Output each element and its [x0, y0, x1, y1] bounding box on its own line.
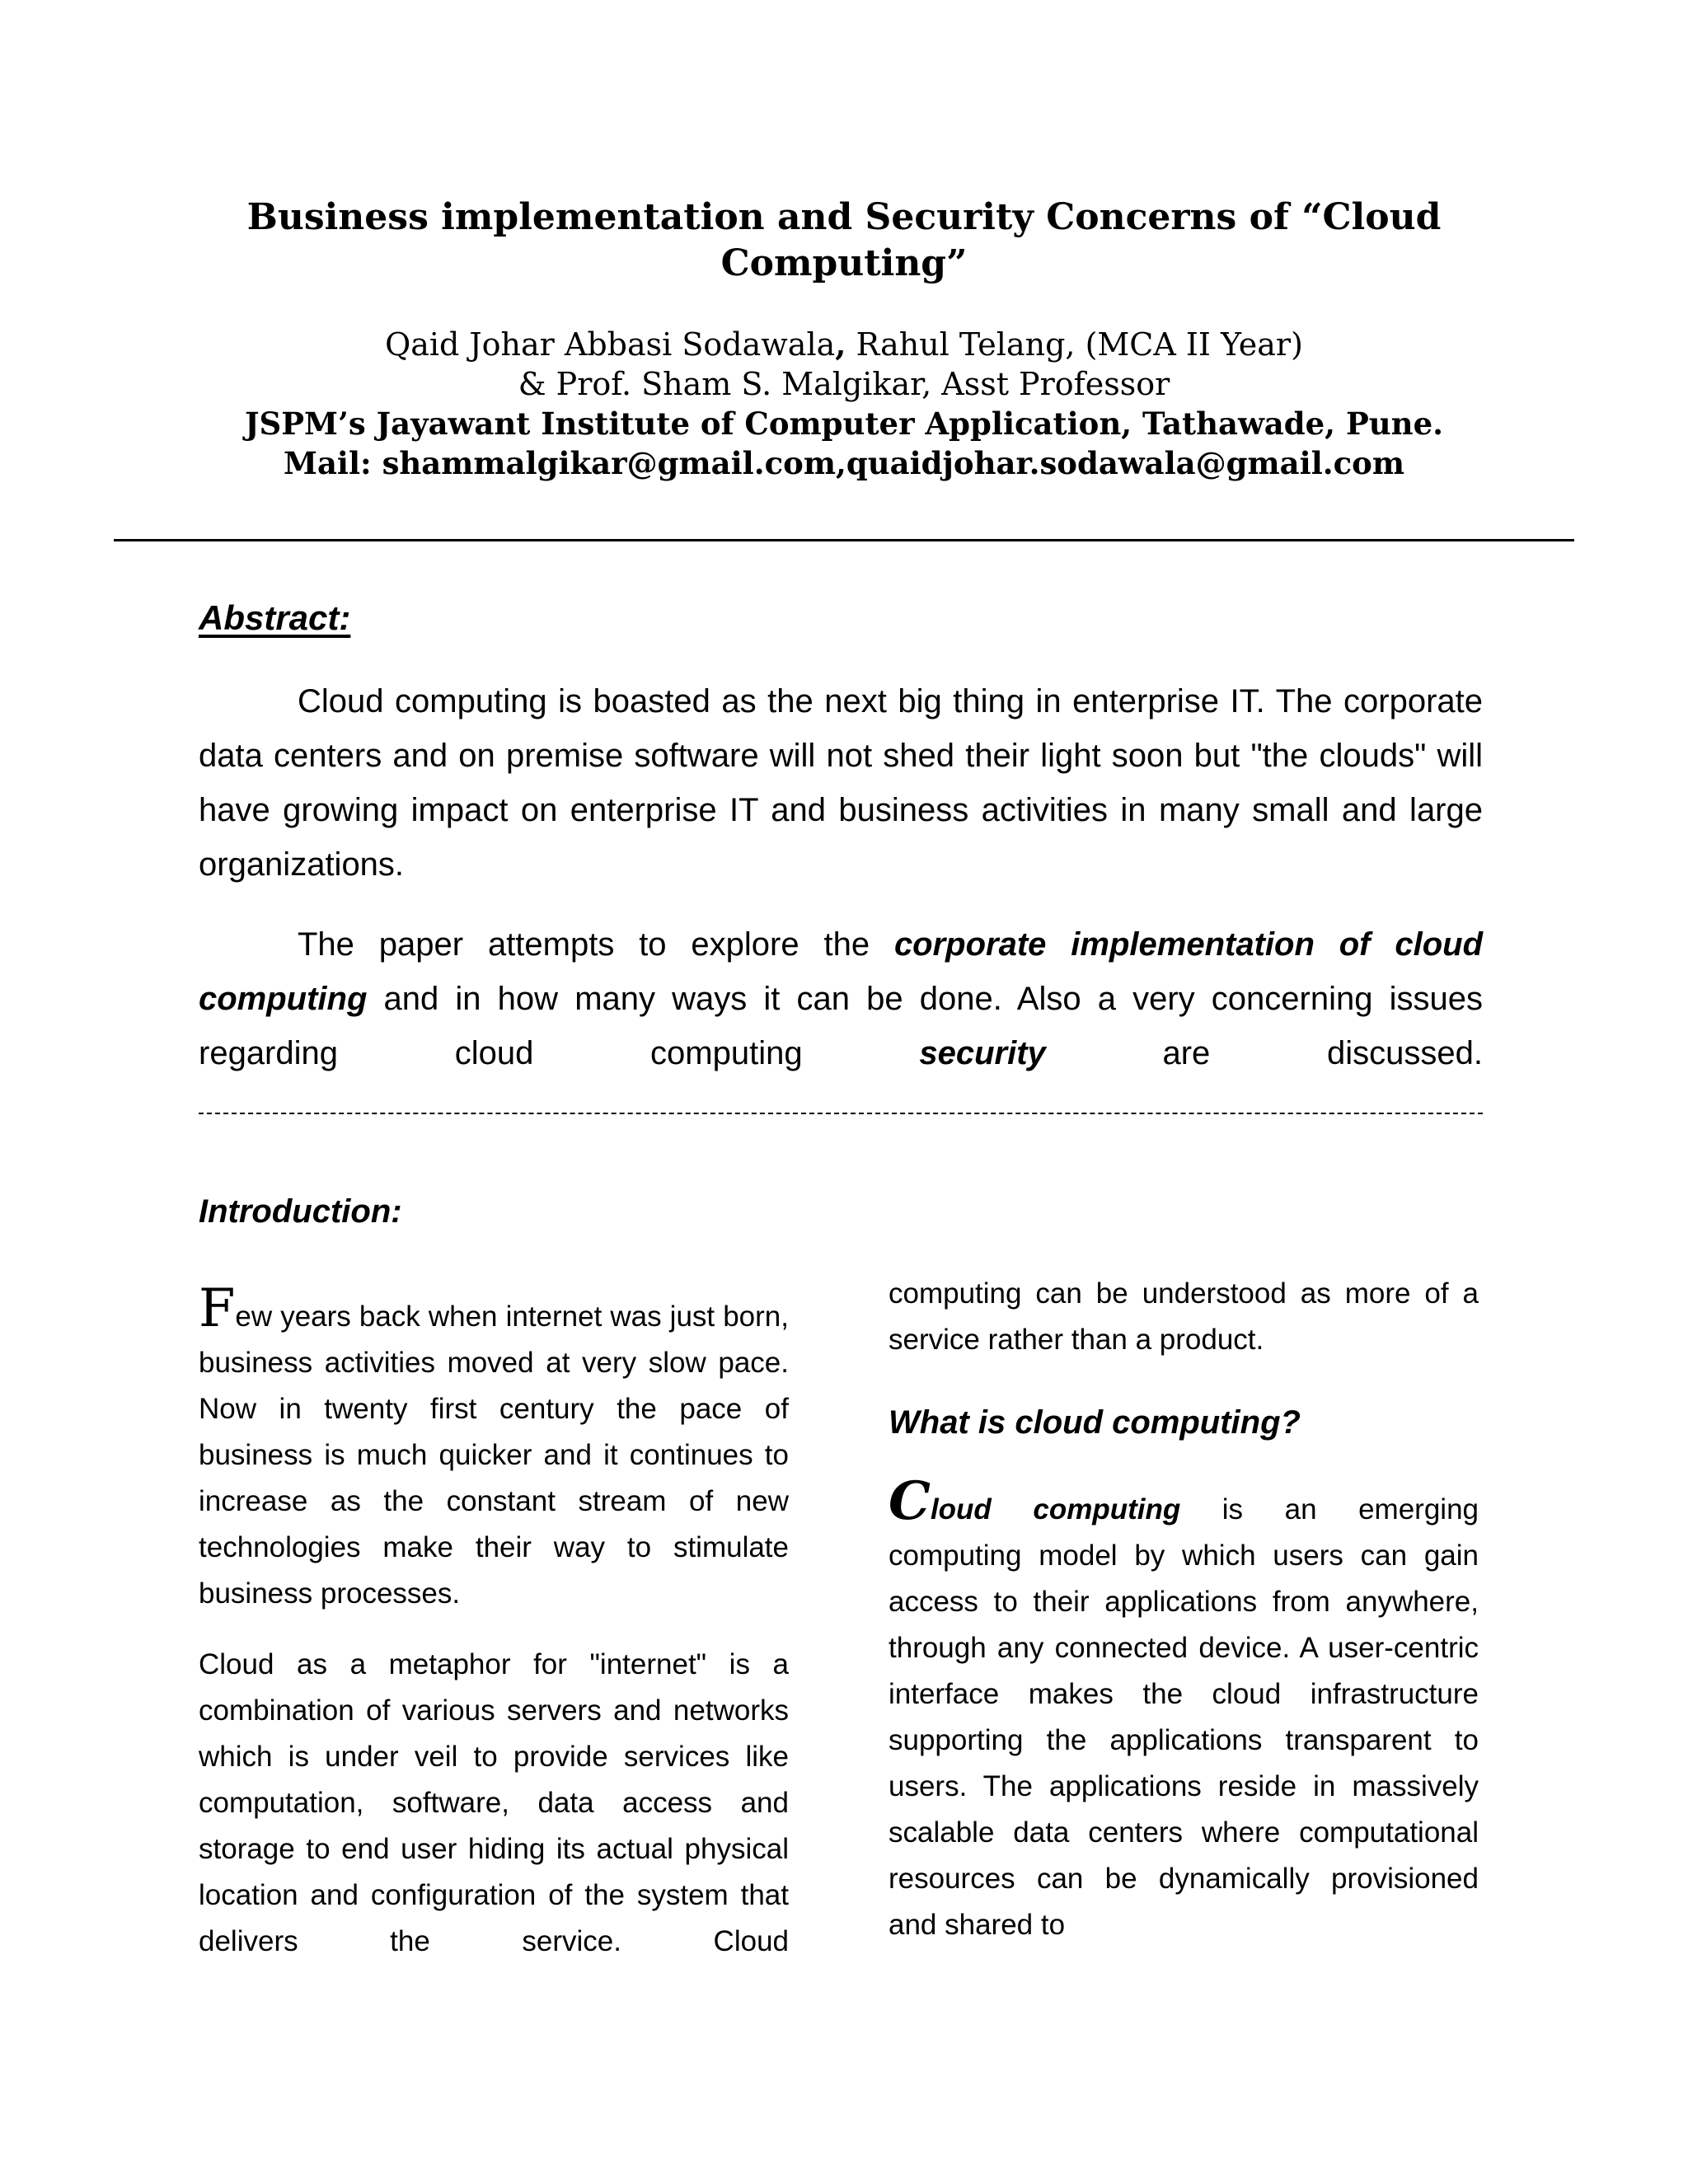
author-mail: Mail: shammalgikar@gmail.com,quaidjohar.sodawala@gmail.com — [283, 445, 1405, 481]
author-names-rest: Rahul Telang, (MCA II Year) — [846, 326, 1303, 363]
author-names: Qaid Johar Abbasi Sodawala — [385, 326, 836, 363]
section-divider — [199, 1113, 1483, 1114]
what-is-dropcap: C — [889, 1470, 931, 1532]
introduction-heading: Introduction: — [199, 1193, 402, 1230]
intro-dropcap: F — [199, 1278, 236, 1339]
abstract-p2-emphasis-1: corporate implementation of cloud computing — [199, 926, 1483, 1017]
column-right — [889, 1271, 1479, 1948]
intro-p1-text: ew years back when internet was just born, business activities moved at very slow pace. Now in twenty first century the pace of business is much quicker and it continues to increase as the constant stream of new technologies make their way to stimulate business processes. — [199, 1301, 789, 1610]
header-rule — [114, 539, 1574, 541]
intro-paragraph-1 — [199, 1278, 789, 1617]
what-is-paragraph-1 — [889, 1470, 1479, 1948]
intro-paragraph-2-continued: computing can be understood as more of a service rather than a product. — [889, 1277, 1479, 1356]
abstract-p2-end: are discussed. — [1045, 1035, 1483, 1071]
column-left — [199, 1278, 789, 1965]
author-institution: JSPM’s Jayawant Institute of Computer Application, Tathawade, Pune. — [244, 405, 1443, 442]
abstract-paragraph-1: Cloud computing is boasted as the next big thing in enterprise IT. The corporate data centers and on premise software will not shed their light soon but "the clouds" will have growing impact on enterprise IT and business activities in many small and large organizations. — [199, 683, 1483, 883]
abstract-p2-start: The paper attempts to explore the — [298, 926, 894, 963]
author-line-1 — [115, 325, 1573, 364]
paper-title: Business implementation and Security Concerns of “Cloud Computing” — [246, 196, 1442, 284]
abstract-p2-middle: and in how many ways it can be done. Also a very concerning issues regarding cloud computing — [199, 981, 1483, 1071]
intro-paragraph-2: Cloud as a metaphor for "internet" is a combination of various servers and networks which is under veil to provide services like computation, software, data access and storage to end user hiding its actual physical location and configuration of the system that delivers the service. Cloud — [199, 1648, 789, 1957]
author-comma: , — [835, 326, 846, 363]
abstract-paragraph-2 — [199, 917, 1483, 1080]
author-line-2: & Prof. Sham S. Malgikar, Asst Professor — [518, 366, 1170, 402]
what-is-heading: What is cloud computing? — [889, 1404, 1301, 1441]
abstract-heading: Abstract: — [199, 598, 351, 637]
what-is-p1-text: is an emerging computing model by which users can gain access to their applications from anywhere, through any connected device. A user-centric interface makes the cloud infrastructure supporting the applications transparent to users. The applications reside in massively scalable data centers where computational resources can be dynamically provisioned and shared to — [889, 1493, 1479, 1941]
what-is-emphasis: loud computing — [930, 1493, 1181, 1526]
author-block — [115, 325, 1573, 483]
abstract-p2-emphasis-2: security — [919, 1035, 1046, 1071]
